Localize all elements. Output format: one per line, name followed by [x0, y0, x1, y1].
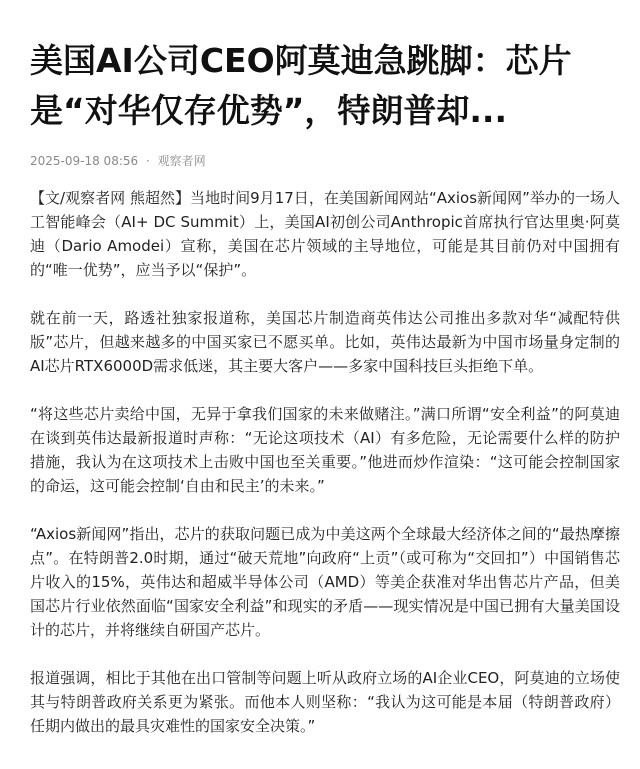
article-title: 美国AI公司CEO阿莫迪急跳脚：芯片是“对华仅存优势”，特朗普却... [30, 41, 572, 130]
paragraph: “Axios新闻网”指出，芯片的获取问题已成为中美这两个全球最大经济体之间的“最热摩擦点”。在特朗普2.0时期，通过“破天荒地”向政府“上贡”（或可称为“交回扣”）中国销售芯片收入的15%，英伟达和超威半导体公司（AMD）等美企获准对华出售芯片产品，但美国芯片行业依然面临“国家安全利益”和现实的矛盾——现实情况是中国已拥有大量美国设计的芯片，并将继续自研国产芯片。 [30, 525, 620, 639]
publish-date: 2025-09-18 08:56 [30, 154, 139, 168]
article [30, 36, 620, 762]
paragraph: “将这些芯片卖给中国，无异于拿我们国家的未来做赌注。”满口所谓“安全利益”的阿莫迪在谈到英伟达最新报道时声称：“无论这项技术（AI）有多危险，无论需要什么样的防护措施，我认为在这项技术上击败中国也至关重要。”他进而炒作渲染：“这可能会控制国家的命运，这可能会控制‘自由和民主’的未来。” [30, 405, 620, 495]
article-meta [30, 152, 620, 170]
paragraph: 报道强调，相比于其他在出口管制等问题上听从政府立场的AI企业CEO，阿莫迪的立场使其与特朗普政府关系更为紧张。而他本人则坚称：“我认为这可能是本届（特朗普政府）任期内做出的最具灾难性的国家安全决策。” [30, 669, 620, 735]
source-name[interactable]: 观察者网 [157, 154, 206, 168]
paragraph: 【文/观察者网 熊超然】当地时间9月17日，在美国新闻网站“Axios新闻网”举办的一场人工智能峰会（AI+ DC Summit）上，美国AI初创公司Anthropic首席执行官达里奥·阿莫迪（Dario Amodei）宣称，美国在芯片领域的主导地位，可能是其目前仍对中国拥有的“唯一优势”，应当予以“保护”。 [30, 189, 620, 279]
paragraph: 就在前一天，路透社独家报道称，美国芯片制造商英伟达公司推出多款对华“减配特供版”芯片，但越来越多的中国买家已不愿买单。比如，英伟达最新为中国市场量身定制的AI芯片RTX6000D需求低迷，其主要大客户——多家中国科技巨头拒绝下单。 [30, 309, 620, 375]
meta-separator: · [145, 154, 150, 168]
article-body [30, 186, 620, 738]
